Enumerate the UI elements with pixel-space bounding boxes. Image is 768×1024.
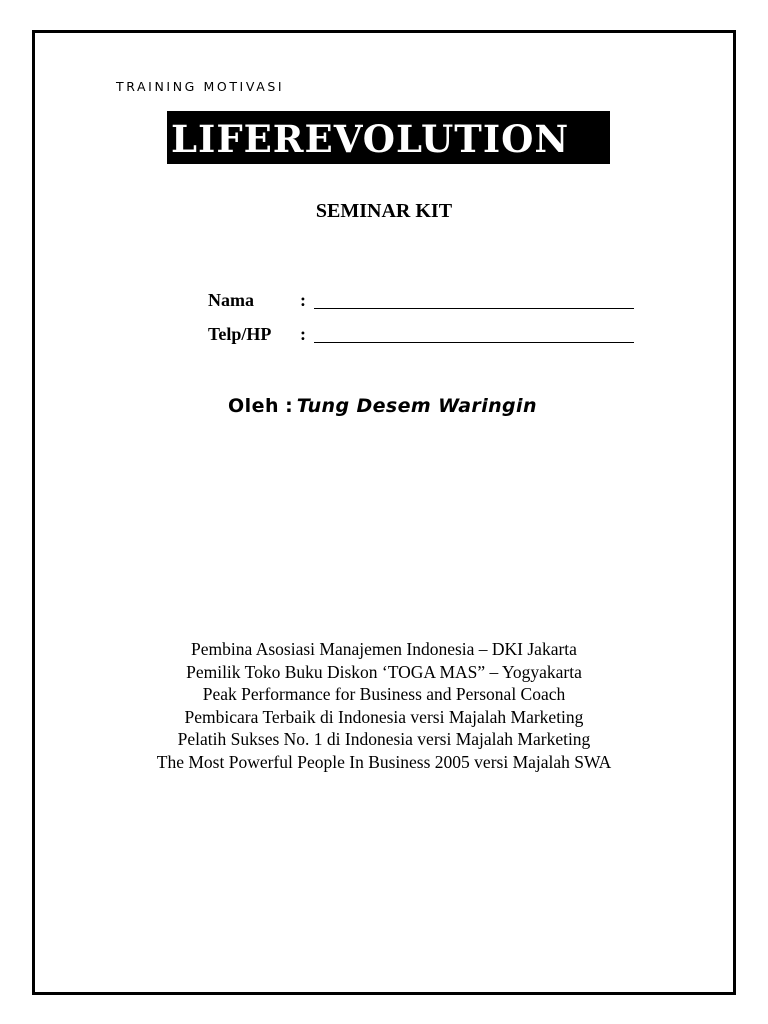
phone-field-colon: :: [300, 324, 306, 344]
author-colon: :: [285, 395, 293, 417]
eyebrow-text: TRAINING MOTIVASI: [116, 79, 285, 94]
credential-line: Pelatih Sukses No. 1 di Indonesia versi Majalah Marketing: [177, 729, 591, 749]
credential-line: Pembicara Terbaik di Indonesia versi Majalah Marketing: [184, 706, 584, 727]
author-label: Oleh: [228, 395, 280, 417]
name-field-label: Nama: [208, 290, 254, 310]
author-name: Tung Desem Waringin: [296, 395, 537, 417]
credential-line: The Most Powerful People In Business 2005 versi Majalah SWA: [156, 751, 612, 772]
author-line: [228, 395, 537, 417]
credential-line: Pemilik Toko Buku Diskon ‘TOGA MAS” – Yogyakarta: [186, 661, 582, 682]
document-title: SEMINAR KIT: [315, 200, 453, 222]
credential-line: Pembina Asosiasi Manajemen Indonesia – DKI Jakarta: [191, 639, 577, 659]
name-field-blank-line[interactable]: [314, 308, 634, 309]
credential-line: Peak Performance for Business and Personal Coach: [202, 684, 566, 704]
credentials-list: [0, 638, 768, 773]
page-border: [32, 30, 736, 995]
phone-field-label: Telp/HP: [208, 324, 272, 344]
phone-field-blank-line[interactable]: [314, 342, 634, 343]
brand-title: LIFEREVOLUTION: [171, 117, 570, 161]
name-field-colon: :: [300, 290, 306, 310]
